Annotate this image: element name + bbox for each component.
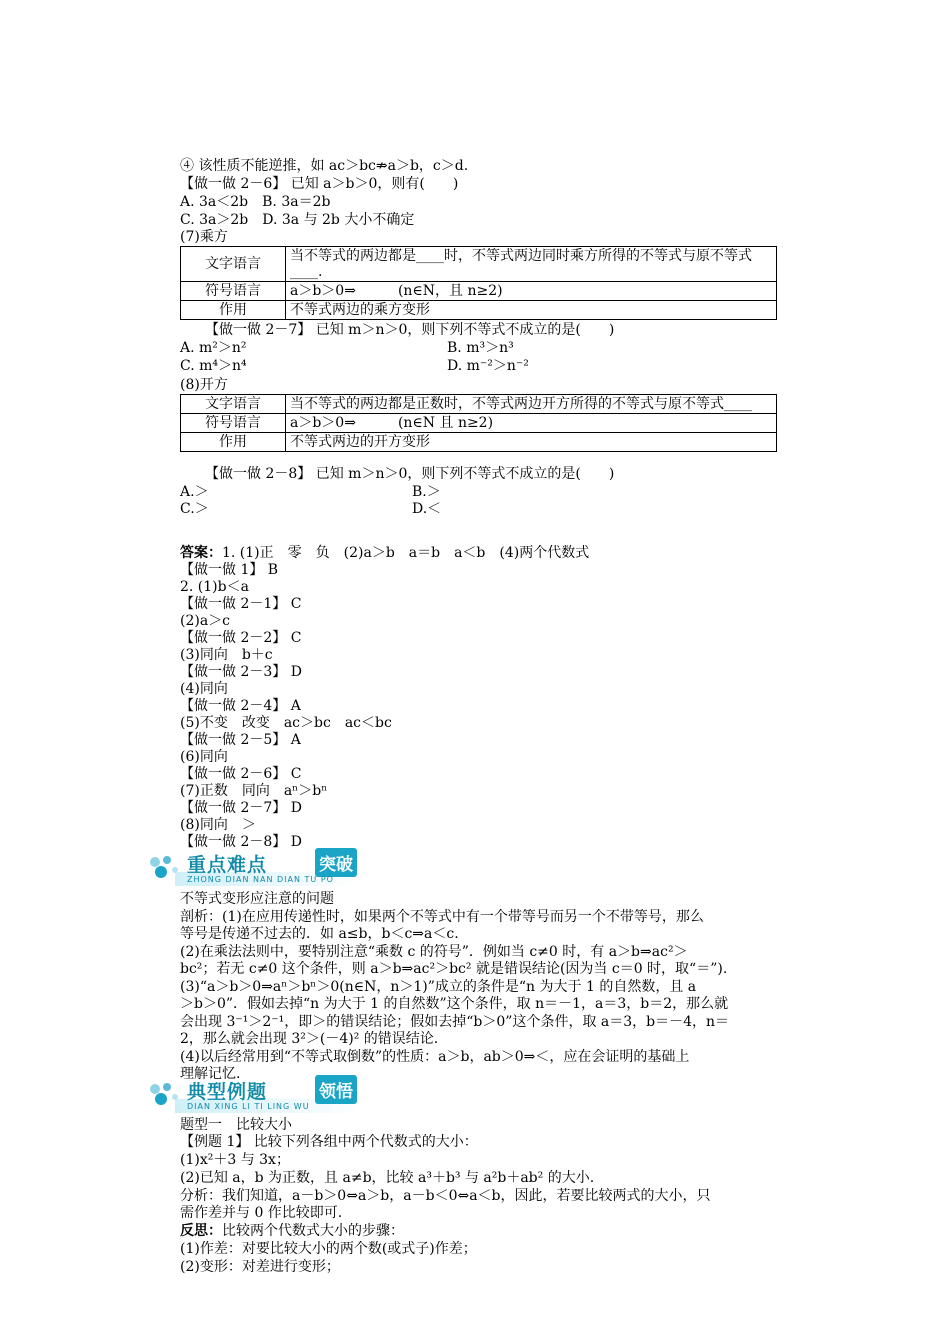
answer-line: 【做一做 2－8】 D [180, 834, 302, 850]
exercise-2-7-option-a: A. m²＞n² [180, 340, 247, 356]
answer-line: 【做一做 2－2】 C [180, 630, 302, 646]
analysis-p4: 理解记忆. [180, 1066, 241, 1082]
exercise-2-7-title: 【做一做 2－7】 已知 m＞n＞0，则下列不等式不成立的是( ) [205, 322, 615, 338]
answer-line: (4)同向 [180, 681, 228, 697]
exercise-2-7-option-d: D. m⁻²＞n⁻² [447, 358, 529, 374]
answer-line: 【做一做 1】 B [180, 562, 279, 578]
banner-tag: 领悟 [315, 1075, 357, 1104]
exercise-2-7-option-b: B. m³＞n³ [447, 340, 514, 356]
answer-line: 2. (1)b＜a [180, 579, 249, 595]
answers-label: 答案： [180, 545, 222, 561]
step-2: (2)变形：对差进行变形； [180, 1259, 340, 1275]
example-1-part-1: (1)x²＋3 与 3x； [180, 1152, 290, 1168]
answer-line: 【做一做 2－6】 C [180, 766, 302, 782]
key-topic-title: 不等式变形应注意的问题 [180, 891, 334, 907]
example-1-part-2: (2)已知 a，b 为正数，且 a≠b，比较 a³＋b³ 与 a²b＋ab² 的大小. [180, 1170, 595, 1186]
analysis-p4: (4)以后经常用到“不等式取倒数”的性质：a＞b，ab＞0⇒＜，应在会证明的基础上 [180, 1049, 690, 1065]
analysis-p2: bc²；若无 c≠0 这个条件，则 a＞b⇒ac²＞bc² 就是错误结论(因为当 c＝0 时，取“＝”). [180, 961, 728, 977]
exercise-2-6-title: 【做一做 2－6】 已知 a＞b＞0，则有( ) [180, 176, 459, 192]
analysis-p3: 会出现 3⁻¹＞2⁻¹，即＞的错误结论；假如去掉“b＞0”这个条件，取 a＝3，b＝－4，n＝ [180, 1014, 730, 1030]
exercise-2-8-option-d: D.＜ [412, 501, 442, 517]
reflection-label: 反思： [180, 1223, 222, 1239]
row-content: 不等式两边的乘方变形 [286, 301, 777, 320]
reflection-text: 比较两个代数式大小的步骤： [222, 1223, 404, 1239]
analysis-p2: (2)在乘法法则中，要特别注意“乘数 c 的符号”．例如当 c≠0 时，有 a＞b⇒ac²＞ [180, 944, 688, 960]
answers-line-1 [180, 545, 589, 562]
section-banner-examples [145, 1075, 360, 1117]
section-8-heading: (8)开方 [180, 377, 228, 393]
row-label: 作用 [181, 301, 286, 320]
row-label: 作用 [181, 433, 286, 452]
root-property-table [180, 394, 777, 452]
analysis-p3: 2，那么就会出现 3²＞(－4)² 的错误结论. [180, 1031, 439, 1047]
exercise-2-7-option-c: C. m⁴＞n⁴ [180, 358, 247, 374]
example-type: 题型一 比较大小 [180, 1117, 292, 1133]
answer-line: (8)同向 ＞ [180, 817, 256, 833]
row-label: 文字语言 [181, 395, 286, 414]
answer-line: (3)同向 b＋c [180, 647, 273, 663]
answer-line: 【做一做 2－1】 C [180, 596, 302, 612]
exercise-2-6-options-ab: A. 3a＜2b B. 3a＝2b [180, 194, 331, 210]
answer-line: (7)正数 同向 aⁿ＞bⁿ [180, 783, 328, 799]
exercise-2-6-options-cd: C. 3a＞2b D. 3a 与 2b 大小不确定 [180, 212, 415, 228]
example-analysis: 分析：我们知道，a－b＞0⇔a＞b，a－b＜0⇔a＜b，因此，若要比较两式的大小，只 [180, 1188, 711, 1204]
section-7-heading: (7)乘方 [180, 229, 228, 245]
answer-line: (5)不变 改变 ac＞bc ac＜bc [180, 715, 392, 731]
row-label: 符号语言 [181, 414, 286, 433]
analysis-p1: 剖析：(1)在应用传递性时，如果两个不等式中有一个带等号而另一个不带等号，那么 [180, 909, 704, 925]
exercise-2-8-title: 【做一做 2－8】 已知 m＞n＞0，则下列不等式不成立的是( ) [205, 466, 615, 482]
banner-pinyin: ZHONG DIAN NAN DIAN TU PO [187, 875, 334, 884]
row-content: a＞b＞0⇒ (n∈N 且 n≥2) [286, 414, 777, 433]
analysis-p1: 等号是传递不过去的．如 a≤b，b＜c⇒a＜c. [180, 926, 459, 942]
sparkle-icon [145, 852, 185, 886]
answers-text: 1. (1)正 零 负 (2)a＞b a＝b a＜b (4)两个代数式 [222, 545, 590, 561]
answer-line: 【做一做 2－5】 A [180, 732, 301, 748]
example-1-title: 【例题 1】 比较下列各组中两个代数式的大小： [180, 1134, 478, 1150]
analysis-p3: (3)“a＞b＞0⇒aⁿ＞bⁿ＞0(n∈N，n＞1)”成立的条件是“n 为大于 1 的自然数，且 a [180, 979, 697, 995]
banner-pinyin: DIAN XING LI TI LING WU [187, 1102, 310, 1111]
property-note: ④ 该性质不能逆推，如 ac＞bc⇏a＞b，c＞d. [180, 158, 469, 174]
answer-line: (6)同向 [180, 749, 228, 765]
row-content: a＞b＞0⇒ (n∈N，且 n≥2) [286, 282, 777, 301]
banner-title: 重点难点 [187, 854, 268, 876]
example-analysis: 需作差并与 0 作比较即可. [180, 1205, 343, 1221]
row-content: 不等式两边的开方变形 [286, 433, 777, 452]
row-content: 当不等式的两边都是正数时，不等式两边开方所得的不等式与原不等式____ [286, 395, 777, 414]
reflection-line [180, 1223, 404, 1240]
exercise-2-8-option-b: B.＞ [412, 484, 441, 500]
analysis-p3: ＞b＞0”．假如去掉“n 为大于 1 的自然数”这个条件，取 n＝－1，a＝3，b＝2，那么就 [180, 996, 729, 1012]
banner-title: 典型例题 [187, 1081, 268, 1103]
row-content: 当不等式的两边都是____时，不等式两边同时乘方所得的不等式与原不等式____. [286, 247, 777, 282]
answer-line: (2)a＞c [180, 613, 231, 629]
step-1: (1)作差：对要比较大小的两个数(或式子)作差； [180, 1241, 477, 1257]
section-banner-key-points [145, 848, 360, 890]
power-property-table [180, 246, 777, 320]
answer-line: 【做一做 2－7】 D [180, 800, 302, 816]
row-label: 符号语言 [181, 282, 286, 301]
row-label: 文字语言 [181, 247, 286, 282]
answer-line: 【做一做 2－3】 D [180, 664, 302, 680]
sparkle-icon [145, 1079, 185, 1113]
exercise-2-8-option-a: A.＞ [180, 484, 209, 500]
answer-line: 【做一做 2－4】 A [180, 698, 301, 714]
banner-tag: 突破 [315, 848, 357, 877]
exercise-2-8-option-c: C.＞ [180, 501, 209, 517]
